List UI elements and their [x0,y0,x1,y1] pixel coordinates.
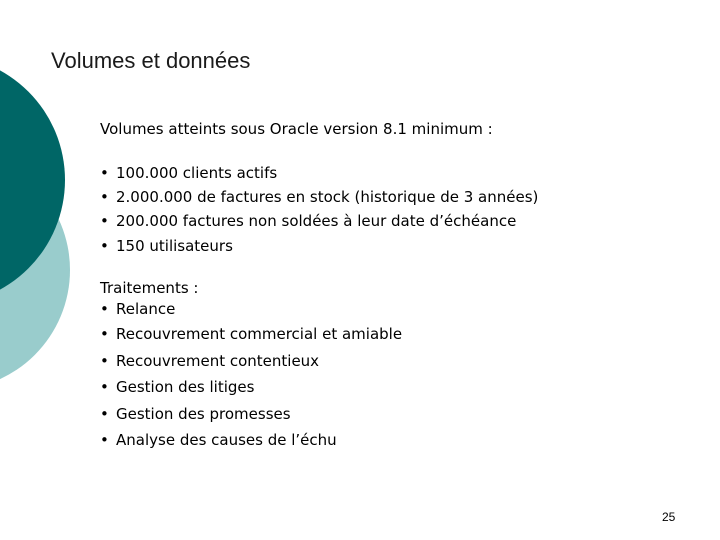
bullet-icon: • [100,237,109,255]
volume-item [100,188,538,206]
traitement-item-text: Analyse des causes de l’échu [116,431,337,449]
bullet-icon: • [100,378,109,396]
traitement-item [100,300,175,318]
volume-item [100,164,277,182]
bullet-icon: • [100,405,109,423]
volumes-intro: Volumes atteints sous Oracle version 8.1 minimum : [100,120,493,138]
bullet-icon: • [100,352,109,370]
bullet-icon: • [100,212,109,230]
volume-item-text: 100.000 clients actifs [116,164,278,182]
bullet-icon: • [100,300,109,318]
page-number: 25 [662,510,676,524]
volume-item-text: 150 utilisateurs [116,237,233,255]
traitement-item-text: Gestion des promesses [116,405,291,423]
traitement-item-text: Recouvrement contentieux [116,352,320,370]
volume-item-text: 2.000.000 de factures en stock (historique de 3 années) [116,188,539,206]
slide-title: Volumes et données [51,48,251,73]
traitement-item-text: Gestion des litiges [116,378,255,396]
traitement-item [100,325,402,343]
volume-item [100,237,233,255]
traitement-item [100,352,319,370]
traitement-item [100,431,337,449]
bullet-icon: • [100,164,109,182]
bullet-icon: • [100,431,109,449]
traitement-item [100,405,291,423]
volume-item [100,212,516,230]
traitement-item-text: Relance [116,300,176,318]
traitement-item [100,378,254,396]
traitement-item-text: Recouvrement commercial et amiable [116,325,403,343]
bullet-icon: • [100,188,109,206]
traitements-heading: Traitements : [100,279,199,297]
bullet-icon: • [100,325,109,343]
volume-item-text: 200.000 factures non soldées à leur date d’échéance [116,212,517,230]
